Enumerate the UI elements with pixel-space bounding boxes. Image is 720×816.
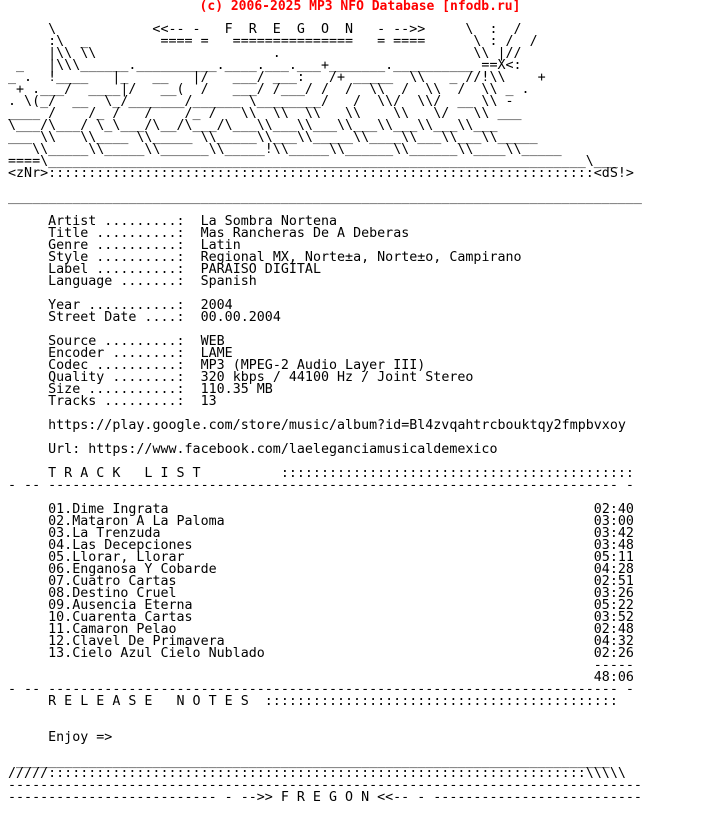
divider-line: _______________________________________________________________________________: [8, 190, 642, 205]
info-value: Regional MX, Norte±a, Norte±o, Campirano: [200, 250, 522, 265]
info-value: 110.35 MB: [200, 382, 273, 397]
track-title: 05.Llorar, Llorar: [48, 550, 185, 565]
footer-art-line: __________________________________________________________________________: [8, 754, 610, 769]
info-value: LAME: [200, 346, 233, 361]
enjoy-line: [8, 732, 642, 744]
ascii-art-line: \\_____\\_____\\______\\_____!\\_____\\______\\______\\____\\_____: [8, 142, 562, 157]
info-label: Label ..........:: [48, 262, 185, 277]
release-notes-header: [8, 696, 642, 708]
info-value: 13: [200, 394, 217, 409]
track-title: 10.Cuarenta Cartas: [48, 610, 193, 625]
track-time: 03:48: [593, 538, 634, 553]
nfo-document: [8, 24, 642, 804]
info-label: Encoder ........:: [48, 346, 185, 361]
track-time: 03:52: [593, 610, 634, 625]
date-info-block: [8, 300, 642, 324]
track-title: 11.Camaron Pelao: [48, 622, 177, 637]
info-label: Size ...........:: [48, 382, 185, 397]
track-title: 07.Cuatro Cartas: [48, 574, 177, 589]
info-label: Style ..........:: [48, 250, 185, 265]
track-title: 08.Destino Cruel: [48, 586, 177, 601]
track-list: [8, 504, 642, 660]
track-title: 03.La Trenzuda: [48, 526, 161, 541]
info-label: Quality ........:: [48, 370, 185, 385]
track-title: 12.Clavel De Primavera: [48, 634, 225, 649]
track-title: 06.Enganosa Y Cobarde: [48, 562, 217, 577]
info-row-street-date: [8, 312, 642, 324]
track-time: 02:26: [593, 646, 634, 661]
info-label: Title ..........:: [48, 226, 185, 241]
ascii-art-line: \ <<-- - F R E G O N - -->> \ : /: [8, 22, 522, 37]
track-time: 02:40: [593, 502, 634, 517]
facebook-url: Url: https://www.facebook.com/laeleganciamusicaldemexico: [48, 442, 498, 457]
info-label: Artist .........:: [48, 214, 185, 229]
info-value: Latin: [200, 238, 241, 253]
track-time: 03:42: [593, 526, 634, 541]
track-time: 03:00: [593, 514, 634, 529]
track-title: 13.Cielo Azul Cielo Nublado: [48, 646, 265, 661]
ascii-art-line: |\\ \\ . \\ |//: [8, 46, 522, 61]
ascii-art-line: <zNr>::::::::::::::::::::::::::::::::::::::::::::::::::::::::::::::::::::<dS!>: [8, 166, 634, 181]
info-row-language: [8, 276, 642, 288]
facebook-url-line: [8, 444, 642, 456]
release-info-block: [8, 216, 642, 288]
info-label: Genre ..........:: [48, 238, 185, 253]
ascii-art-line: ___ \\ \\____ \\_____ \\_____\\___\\_____\\____\\___\\___\\_____: [8, 130, 538, 145]
track-title: 04.Las Decepciones: [48, 538, 193, 553]
total-separator: -----: [593, 658, 634, 673]
info-value: MP3 (MPEG-2 Audio Layer III): [200, 358, 426, 373]
info-value: Mas Rancheras De A Deberas: [200, 226, 410, 241]
info-value: WEB: [200, 334, 225, 349]
dash-divider: - -- ----------------------------------------------------------------------- -: [8, 478, 634, 493]
info-value: 320 kbps / 44100 Hz / Joint Stereo: [200, 370, 474, 385]
track-time: 02:48: [593, 622, 634, 637]
ascii-art-line: . \(_/ __ \_/_______/______ \________/ / \\/ \\/ __ \\ -: [8, 94, 514, 109]
footer-art: [8, 756, 642, 804]
track-title: 01.Dime Ingrata: [48, 502, 169, 517]
dash-divider: - -- ----------------------------------------------------------------------- -: [8, 682, 634, 697]
ascii-art-line: _ |\\\______.__________.____.___.___+_______.__________ ==X<:: [8, 58, 522, 73]
info-value: Spanish: [200, 274, 257, 289]
track-time: 05:11: [593, 550, 634, 565]
info-value: 2004: [200, 298, 233, 313]
ascii-art-line: ____ / /_ / / /_ / \\ \\ \\ \\ \\ \/ \\ ___: [8, 106, 522, 121]
track-time: 02:51: [593, 574, 634, 589]
store-url: https://play.google.com/store/music/album?id=Bl4zvqahtrcbouktqy2fmpbvxoy: [48, 418, 626, 433]
info-row-tracks: [8, 396, 642, 408]
footer-art-line: -------------------------- - -->> F R E G O N <<-- - --------------------------: [8, 790, 642, 805]
track-title: 09.Ausencia Eterna: [48, 598, 193, 613]
release-notes-title: R E L E A S E N O T E S ::::::::::::::::::::::::::::::::::::::::::::: [48, 694, 618, 709]
track-title: 02.Mataron A La Paloma: [48, 514, 225, 529]
enjoy-text: Enjoy =>: [48, 730, 113, 745]
footer-art-line: -------------------------------------------------------------------------------: [8, 778, 642, 793]
tech-info-block: [8, 336, 642, 408]
info-value: PARAISO DIGITAL: [200, 262, 321, 277]
store-url-line: [8, 420, 642, 432]
ascii-art-line: \___/\___/ \_\___/\__/\___/\___\\___\\___\\___\\___\\___\\___: [8, 118, 498, 133]
tracklist-title: T R A C K L I S T ::::::::::::::::::::::::::::::::::::::::::::: [48, 466, 634, 481]
footer-art-line: /////:::::::::::::::::::::::::::::::::::::::::::::::::::::::::::::::::::\\\\\: [8, 766, 626, 781]
info-label: Tracks .........:: [48, 394, 185, 409]
spacer: [8, 708, 642, 720]
info-label: Language .......:: [48, 274, 185, 289]
ascii-art-line: _ . !____ |_ __ |/ ___/ ___: /+ _____ \\ _ //!\\ +: [8, 70, 546, 85]
total-time: 48:06: [593, 670, 634, 685]
info-value: La Sombra Nortena: [200, 214, 338, 229]
ascii-art-line: ====\___________________________________________________________________\___: [8, 154, 618, 169]
ascii-art-line: + .___/ ____|/ __( / ___/ /___/ / / \\ / \\ / \\ _ .: [8, 82, 530, 97]
info-label: Year ...........:: [48, 298, 185, 313]
track-time: 03:26: [593, 586, 634, 601]
track-time: 05:22: [593, 598, 634, 613]
info-label: Street Date ....:: [48, 310, 185, 325]
ascii-art-line: :\ _ ==== = =============== = ==== \ : / /: [8, 34, 538, 49]
info-label: Source .........:: [48, 334, 185, 349]
ascii-banner: [8, 24, 642, 180]
info-label: Codec ..........:: [48, 358, 185, 373]
site-header: (c) 2006-2025 MP3 NFO Database [nfodb.ru]: [199, 0, 521, 14]
track-time: 04:28: [593, 562, 634, 577]
track-time: 04:32: [593, 634, 634, 649]
info-value: 00.00.2004: [200, 310, 281, 325]
